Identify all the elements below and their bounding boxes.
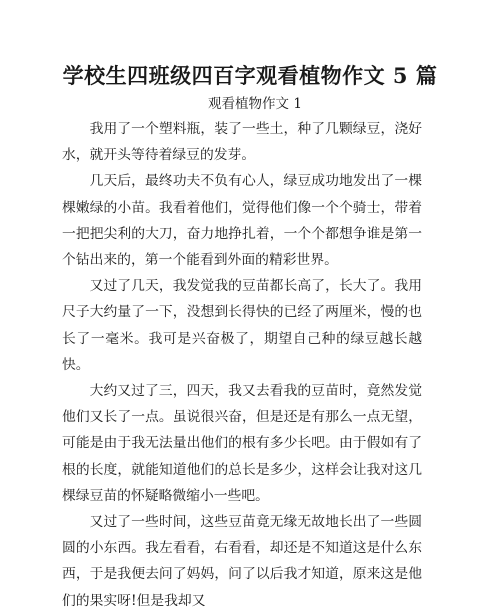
paragraph: 我用了一个塑料瓶，装了一些土，种了几颗绿豆，浇好水，就开头等待着绿豆的发芽。 — [62, 121, 422, 164]
document-title: 学校生四班级四百字观看植物作文 5 篇 — [62, 63, 438, 88]
paragraph: 几天后，最终功夫不负有心人，绿豆成功地发出了一棵棵嫩绿的小苗。我看着他们，觉得他们像一个个骑士，带着一把把尖利的大刀，奋力地挣扎着，一个个都想争谁是第一个钻出来的，第一个能看到外面的精彩世界。 — [62, 173, 422, 269]
paragraph: 又过了几天，我发觉我的豆苗都长高了，长大了。我用尺子大约量了一下，没想到长得快的已经了两厘米，慢的也长了一毫米。我可是兴奋极了，期望自己种的绿豆越长越快。 — [62, 278, 422, 373]
document-subtitle: 观看植物作文 1 — [208, 96, 302, 112]
paragraph: 又过了一些时间，这些豆苗竟无缘无故地长出了一些圆圆的小东西。我左看看，右看看，却还是不知道这是什么东西，于是我便去问了妈妈，问了以后我才知道，原来这是他们的果实呀!但是我却又 — [62, 514, 422, 609]
document-body — [62, 116, 422, 614]
paragraph: 大约又过了三，四天，我又去看我的豆苗时，竟然发觉他们又长了一点。虽说很兴奋，但是还是有那么一点无望，可能是由于我无法量出他们的根有多少长吧。由于假如有了根的长度，就能知道他们的总长是多少，这样会让我对这几棵绿豆苗的怀疑略微缩小一些吧。 — [62, 383, 422, 504]
